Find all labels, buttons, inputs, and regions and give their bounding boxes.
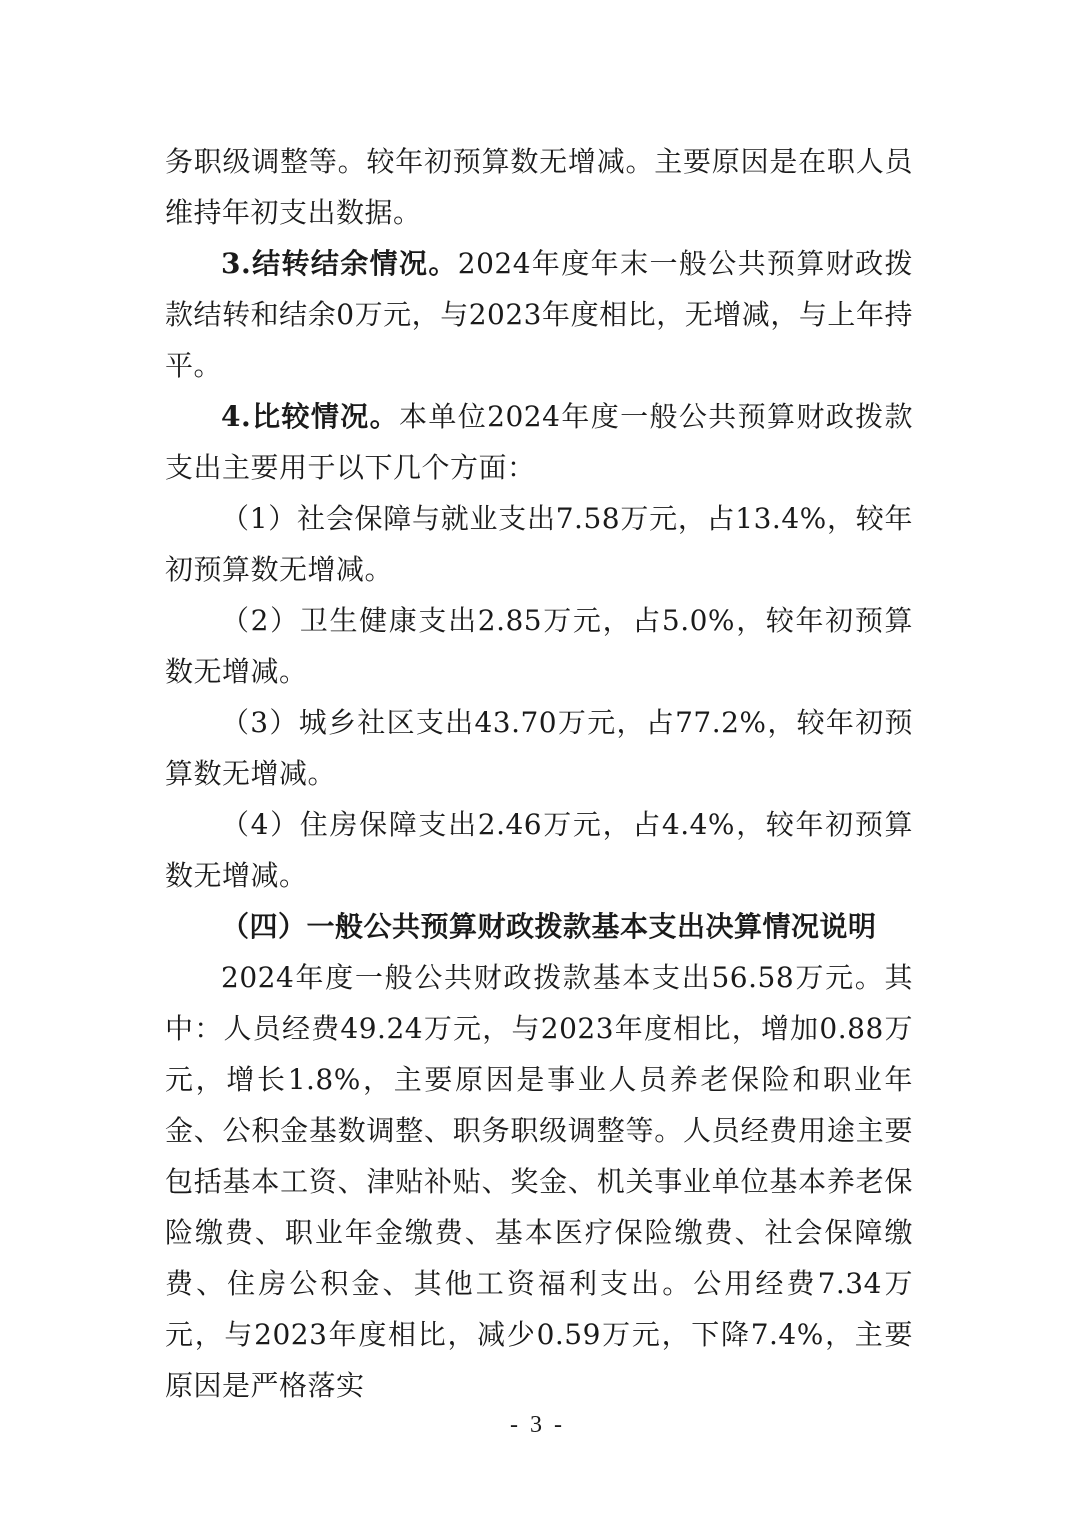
paragraph-text: 2024年度一般公共财政拨款基本支出56.58万元。其中：人员经费49.24万元，与2023年度相比，增加0.88万元，增长1.8%，主要原因是事业人员养老保险和职业年金、公积金基数调整、职务职级调整等。人员经费用途主要包括基本工资、津贴补贴、奖金、机关事业单位基本养老保险缴费、职业年金缴费、基本医疗保险缴费、社会保障缴费、住房公积金、其他工资福利支出。公用经费7.34万元，与2023年度相比，减少0.59万元，下降7.4%，主要原因是严格落实 (165, 961, 913, 1402)
paragraph-text: 本单位2024年度一般公共预算财政拨款支出主要用于以下几个方面： (165, 400, 914, 484)
list-item-housing (165, 799, 913, 901)
list-item-text: （2）卫生健康支出2.85万元，占5.0%，较年初预算数无增减。 (165, 604, 913, 688)
paragraph-text: 2024年度年末一般公共预算财政拨款结转和结余0万元，与2023年度相比，无增减，与上年持平。 (165, 247, 913, 382)
paragraph-heading: 4.比较情况。 (221, 400, 400, 433)
list-item-social-security (165, 493, 913, 595)
paragraph-staff-level-adjustment (165, 136, 913, 238)
paragraph-comparison (165, 391, 913, 493)
list-item-text: （4）住房保障支出2.46万元，占4.4%，较年初预算数无增减。 (165, 808, 913, 892)
document-body (165, 136, 913, 1411)
paragraph-heading: 3.结转结余情况。 (221, 247, 458, 280)
list-item-health (165, 595, 913, 697)
list-item-text: （3）城乡社区支出43.70万元，占77.2%，较年初预算数无增减。 (165, 706, 913, 790)
list-item-urban-rural-community (165, 697, 913, 799)
paragraph-text: 务职级调整等。较年初预算数无增减。主要原因是在职人员维持年初支出数据。 (165, 145, 913, 229)
list-item-text: （1）社会保障与就业支出7.58万元，占13.4%，较年初预算数无增减。 (165, 502, 913, 586)
paragraph-carryover-balance (165, 238, 913, 391)
paragraph-basic-expenditure (165, 952, 913, 1411)
section-heading-basic-expenditure (165, 901, 913, 952)
page-number: - 3 - (510, 1412, 565, 1438)
section-heading-text: （四）一般公共预算财政拨款基本支出决算情况说明 (221, 910, 877, 943)
